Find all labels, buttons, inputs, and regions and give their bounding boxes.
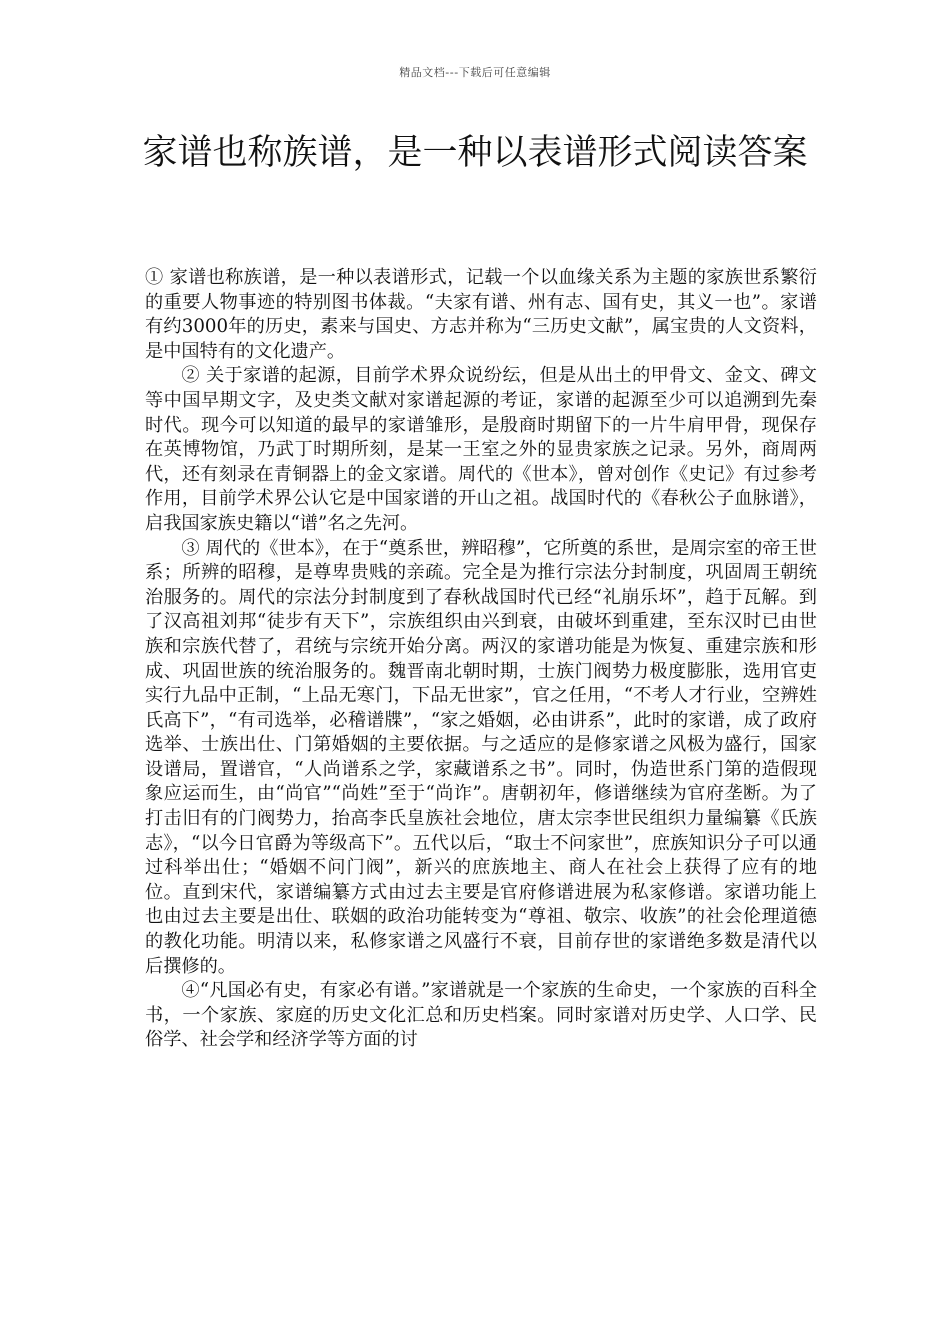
- paragraph-4: ④“凡国必有史，有家必有谱。”家谱就是一个家族的生命史，一个家族的百科全书，一个家族、家庭的历史文化汇总和历史档案。同时家谱对历史学、人口学、民俗学、社会学和经济学等方面的讨: [145, 980, 817, 1051]
- paragraph-2: ② 关于家谱的起源，目前学术界众说纷纭，但是从出土的甲骨文、金文、碑文等中国早期文字，及史类文献对家谱起源的考证，家谱的起源至少可以追溯到先秦时代。现今可以知道的最早的家谱雏形，是殷商时期留下的一片牛肩甲骨，现保存在英博物馆，乃武丁时期所刻，是某一王室之外的显贵家族之记录。另外，商周两代，还有刻录在青铜器上的金文家谱。周代的《世本》，曾对创作《史记》有过参考作用，目前学术界公认它是中国家谱的开山之祖。战国时代的《春秋公子血脉谱》，启我国家族史籍以“谱”名之先河。: [145, 365, 817, 534]
- document-body: [145, 266, 817, 1053]
- page-header-note: 精品文档---下载后可任意编辑: [399, 66, 551, 79]
- document-title: 家谱也称族谱，是一种以表谱形式阅读答案: [142, 133, 808, 173]
- paragraph-3: ③ 周代的《世本》，在于“奠系世，辨昭穆”，它所奠的系世，是周宗室的帝王世系；所辨的昭穆，是尊卑贵贱的亲疏。完全是为推行宗法分封制度，巩固周王朝统治服务的。周代的宗法分封制度到了春秋战国时代已经“礼崩乐坏”，趋于瓦解。到了汉高祖刘邦“徒步有天下”，宗族组织由兴到衰，由破坏到重建，至东汉时已由世族和宗族代替了，君统与宗统开始分离。两汉的家谱功能是为恢复、重建宗族和形成、巩固世族的统治服务的。魏晋南北朝时期，士族门阀势力极度膨胀，选用官吏实行九品中正制，“上品无寒门，下品无世家”，官之任用，“不考人才行业，空辨姓氏高下”，“有司选举，必稽谱牒”，“家之婚姻，必由讲系”，此时的家谱，成了政府选举、士族出仕、门第婚姻的主要依据。与之适应的是修家谱之风极为盛行，国家设谱局，置谱官，“人尚谱系之学，家藏谱系之书”。同时，伪造世系门第的造假现象应运而生，由“尚官”“尚姓”至于“尚诈”。唐朝初年，修谱继续为官府垄断。为了打击旧有的门阀势力，抬高李氏皇族社会地位，唐太宗李世民组织力量编纂《氏族志》，“以今日官爵为等级高下”。五代以后，“取士不问家世”，庶族知识分子可以通过科举出仕；“婚姻不问门阀”，新兴的庶族地主、商人在社会上获得了应有的地位。直到宋代，家谱编纂方式由过去主要是官府修谱进展为私家修谱。家谱功能上也由过去主要是出仕、联姻的政治功能转变为“尊祖、敬宗、收族”的社会伦理道德的教化功能。明清以来，私修家谱之风盛行不衰，目前存世的家谱绝多数是清代以后撰修的。: [145, 537, 817, 977]
- paragraph-1: ① 家谱也称族谱，是一种以表谱形式，记载一个以血缘关系为主题的家族世系繁衍的重要人物事迹的特别图书体裁。“夫家有谱、州有志、国有史，其义一也”。家谱有约3000年的历史，素来与国史、方志并称为“三历史文献”，属宝贵的人文资料，是中国特有的文化遗产。: [145, 267, 817, 362]
